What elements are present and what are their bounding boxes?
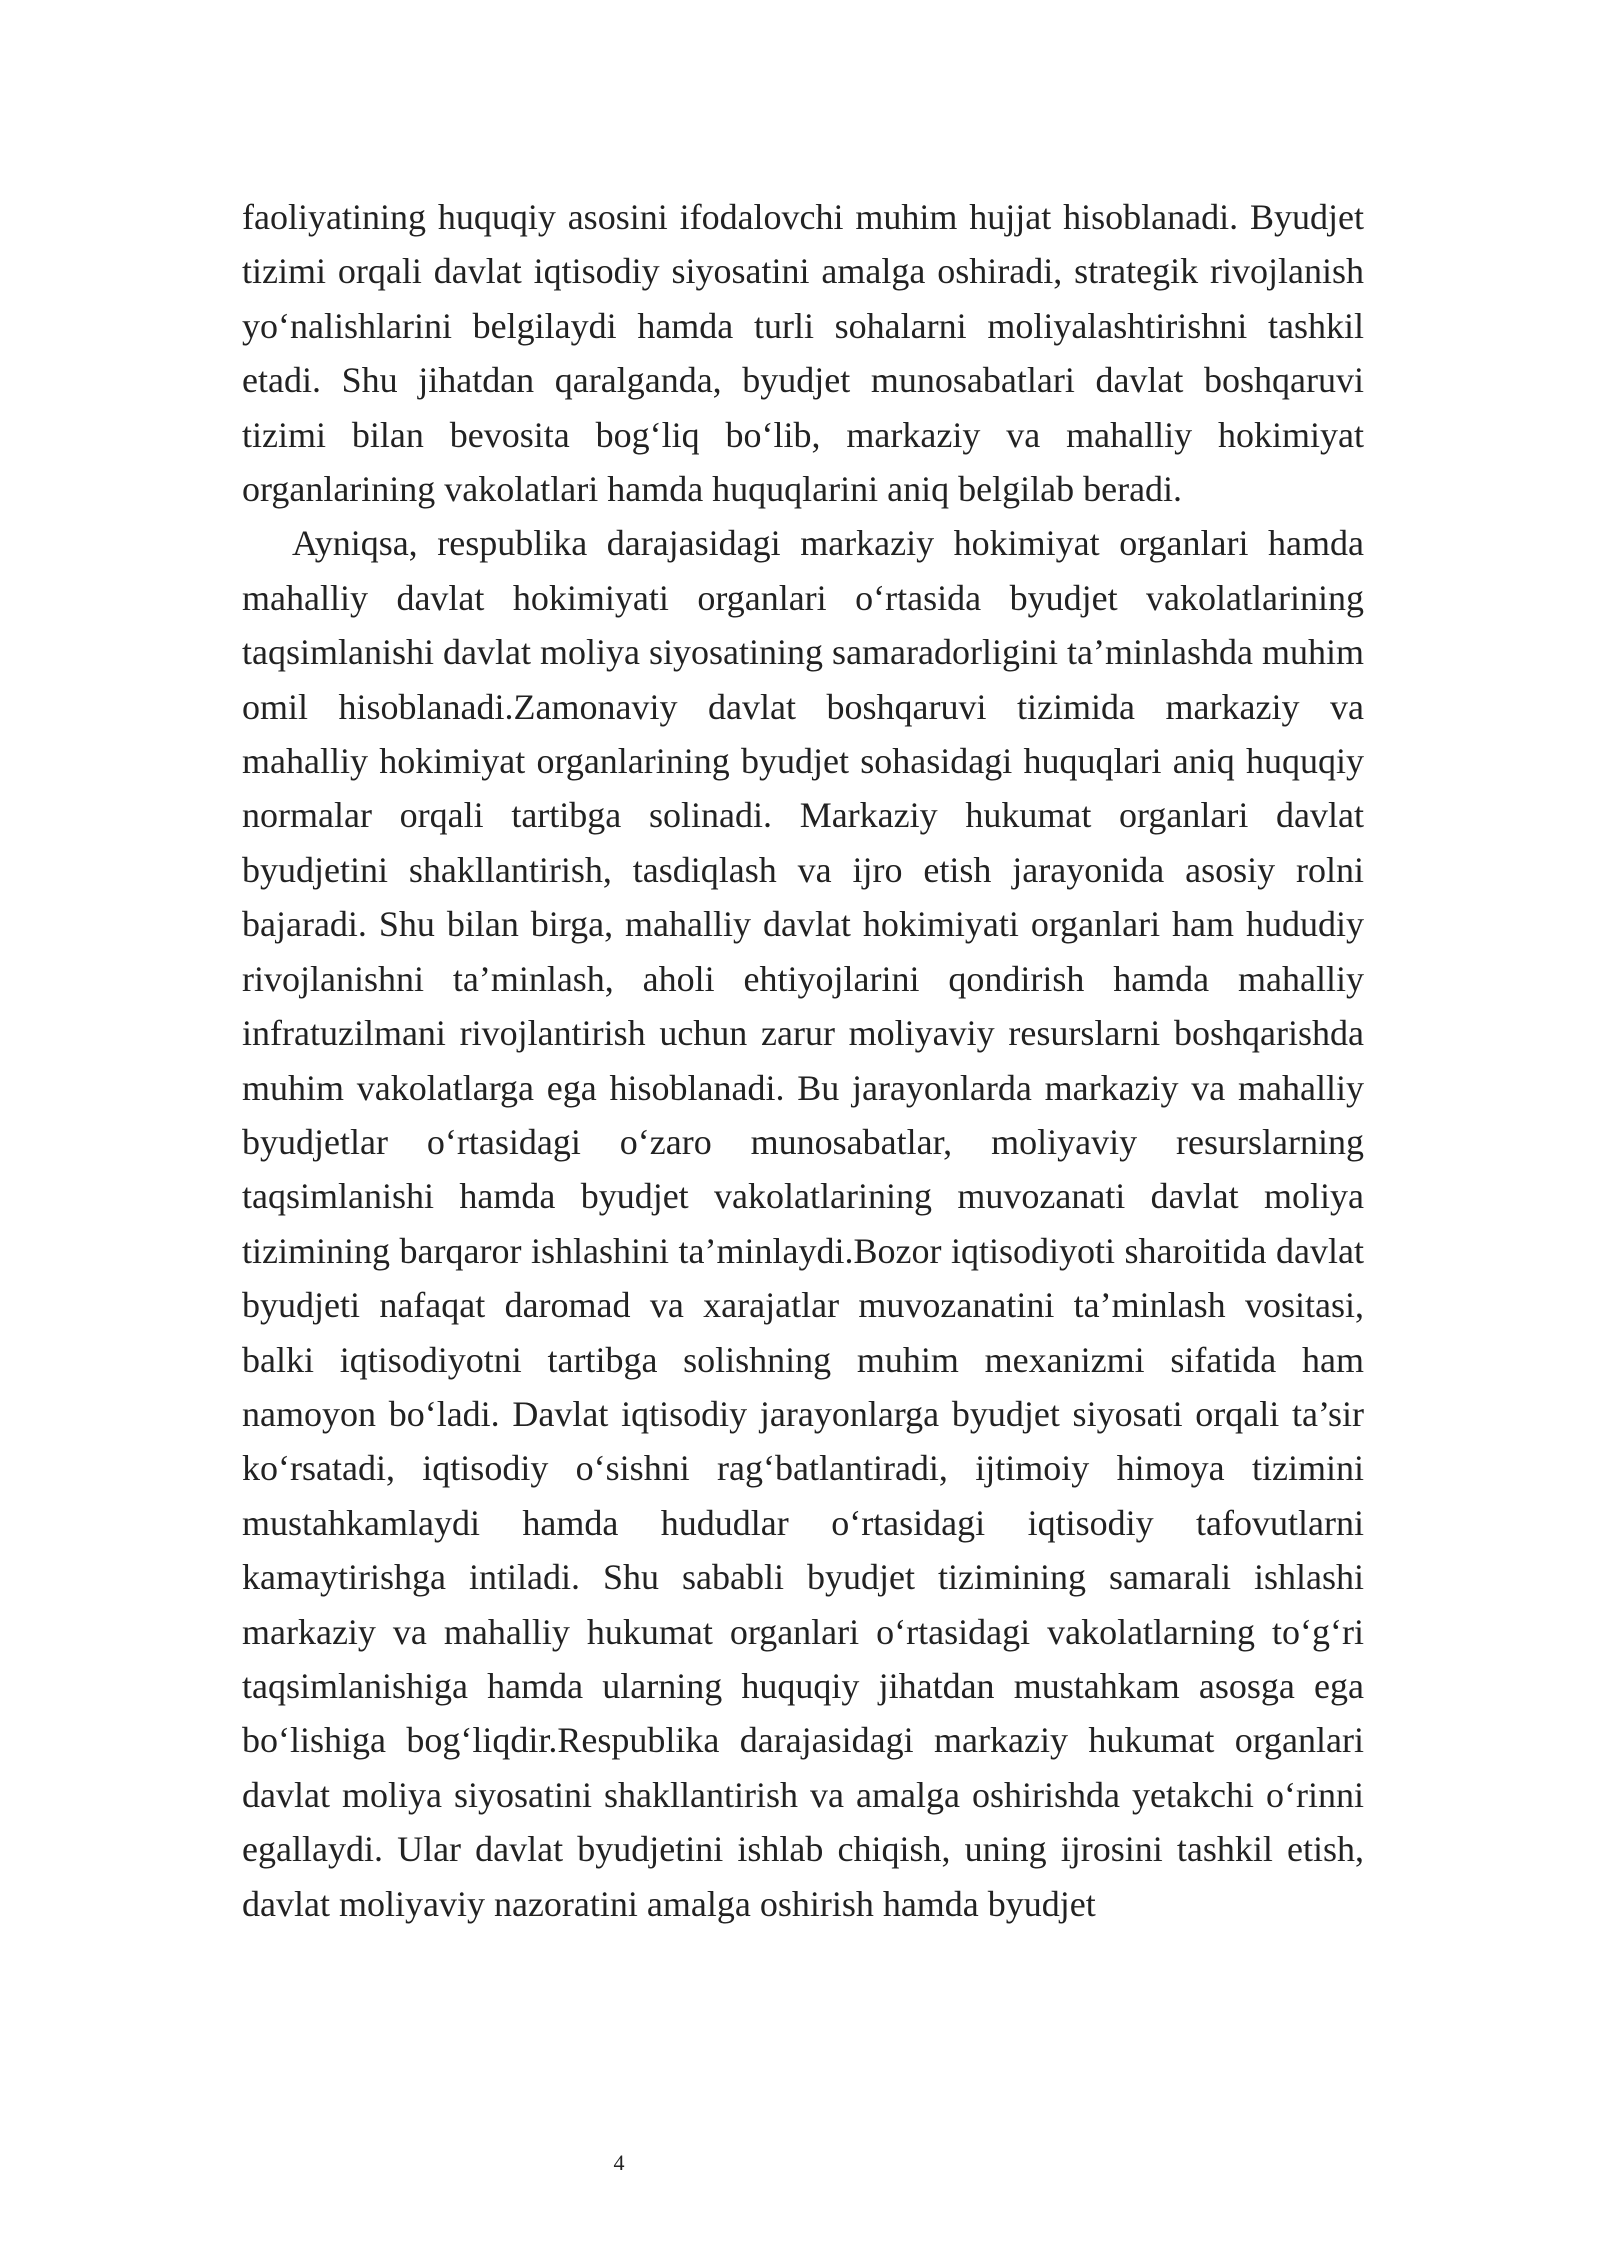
paragraph-main: Ayniqsa, respublika darajasidagi markaziy hokimiyat organlari hamda mahalliy davlat hokimiyati organlari o‘rtasida byudjet vakolatlarining taqsimlanishi davlat moliya siyosatining samaradorligini ta’minlashda muhim omil hisoblanadi.Zamonaviy davlat boshqaruvi tizimida markaziy va mahalliy hokimiyat organlarining byudjet sohasidagi huquqlari aniq huquqiy normalar orqali tartibga solinadi. Markaziy hukumat organlari davlat byudjetini shakllantirish, tasdiqlash va ijro etish jarayonida asosiy rolni bajaradi. Shu bilan birga, mahalliy davlat hokimiyati organlari ham hududiy rivojlanishni ta’minlash, aholi ehtiyojlarini qondirish hamda mahalliy infratuzilmani rivojlantirish uchun zarur moliyaviy resurslarni boshqarishda muhim vakolatlarga ega hisoblanadi. Bu jarayonlarda markaziy va mahalliy byudjetlar o‘rtasidagi o‘zaro munosabatlar, moliyaviy resurslarning taqsimlanishi hamda byudjet vakolatlarining muvozanati davlat moliya tizimining barqaror ishlashini ta’minlaydi.Bozor iqtisodiyoti sharoitida davlat byudjeti nafaqat daromad va xarajatlar muvozanatini ta’minlash vositasi, balki iqtisodiyotni tartibga solishning muhim mexanizmi sifatida ham namoyon bo‘ladi. Davlat iqtisodiy jarayonlarga byudjet siyosati orqali ta’sir ko‘rsatadi, iqtisodiy o‘sishni rag‘batlantiradi, ijtimoiy himoya tizimini mustahkamlaydi hamda hududlar o‘rtasidagi iqtisodiy tafovutlarni kamaytirishga intiladi. Shu sababli byudjet tizimining samarali ishlashi markaziy va mahalliy hukumat organlari o‘rtasidagi vakolatlarning to‘g‘ri taqsimlanishiga hamda ularning huquqiy jihatdan mustahkam asosga ega bo‘lishiga bog‘liqdir.Respublika darajasidagi markaziy hukumat organlari davlat moliya siyosatini shakllantirish va amalga oshirishda yetakchi o‘rinni egallaydi. Ular davlat byudjetini ishlab chiqish, uning ijrosini tashkil etish, davlat moliyaviy nazoratini amalga oshirish hamda byudjet bbox=[242, 523, 1364, 1924]
body-text bbox=[242, 190, 1364, 1931]
page-number: 4 bbox=[613, 2150, 625, 2175]
paragraph-continuation: faoliyatining huquqiy asosini ifodalovchi muhim hujjat hisoblanadi. Byudjet tizimi orqali davlat iqtisodiy siyosatini amalga oshiradi, strategik rivojlanish yo‘nalishlarini belgilaydi hamda turli sohalarni moliyalashtirishni tashkil etadi. Shu jihatdan qaralganda, byudjet munosabatlari davlat boshqaruvi tizimi bilan bevosita bog‘liq bo‘lib, markaziy va mahalliy hokimiyat organlarining vakolatlari hamda huquqlarini aniq belgilab beradi. bbox=[242, 197, 1364, 510]
